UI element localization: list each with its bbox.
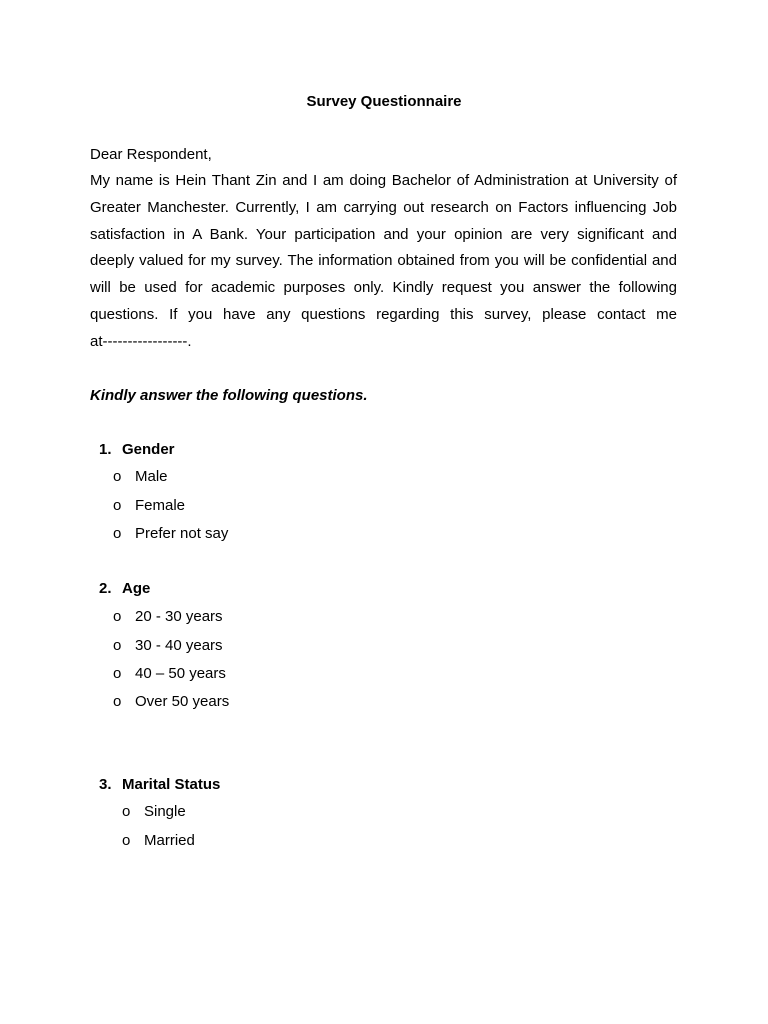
instruction-text: Kindly answer the following questions. <box>90 387 368 404</box>
bullet-icon: o <box>113 525 122 542</box>
question-gender <box>99 441 175 459</box>
option-label: Male <box>135 468 168 485</box>
intro-line: satisfaction in A Bank. Your participation and your opinion are very significant and <box>90 225 677 243</box>
intro-line: My name is Hein Thant Zin and I am doing Bachelor of Administration at University of <box>90 172 677 189</box>
option-label: Married <box>144 832 195 849</box>
intro-paragraph <box>90 168 677 356</box>
question-marital-status <box>99 776 220 794</box>
option-female[interactable] <box>113 497 185 515</box>
bullet-icon: o <box>122 832 131 849</box>
bullet-icon: o <box>113 468 122 485</box>
option-single[interactable] <box>122 803 186 821</box>
question-label: Gender <box>122 441 175 458</box>
question-number: 3. <box>99 776 112 793</box>
option-age-over-50[interactable] <box>113 693 229 711</box>
option-label: Prefer not say <box>135 525 229 542</box>
option-prefer-not-say[interactable] <box>113 525 228 543</box>
intro-line: deeply valued for my survey. The information obtained from you will be confidential and <box>90 252 677 270</box>
question-number: 1. <box>99 441 112 458</box>
page-title: Survey Questionnaire <box>306 93 462 110</box>
intro-line: Greater Manchester. Currently, I am carrying out research on Factors influencing Job <box>90 198 677 216</box>
question-label: Age <box>122 580 151 597</box>
option-age-30-40[interactable] <box>113 637 223 655</box>
intro-line: will be used for academic purposes only. Kindly request you answer the following <box>90 279 677 297</box>
option-label: Single <box>144 803 186 820</box>
option-male[interactable] <box>113 468 168 486</box>
bullet-icon: o <box>113 637 122 654</box>
bullet-icon: o <box>113 608 122 625</box>
option-label: 40 – 50 years <box>135 665 226 682</box>
question-number: 2. <box>99 580 112 597</box>
option-label: 20 - 30 years <box>135 608 223 625</box>
intro-line: at-----------------. <box>90 332 192 350</box>
salutation: Dear Respondent, <box>90 146 212 163</box>
bullet-icon: o <box>113 497 122 514</box>
intro-line: questions. If you have any questions regarding this survey, please contact me <box>90 305 677 323</box>
bullet-icon: o <box>113 665 122 682</box>
option-age-20-30[interactable] <box>113 608 223 626</box>
option-label: Over 50 years <box>135 693 230 710</box>
bullet-icon: o <box>122 803 131 820</box>
question-age <box>99 580 150 598</box>
option-label: Female <box>135 497 186 514</box>
question-label: Marital Status <box>122 776 221 793</box>
option-age-40-50[interactable] <box>113 665 226 683</box>
bullet-icon: o <box>113 693 122 710</box>
option-married[interactable] <box>122 832 195 850</box>
option-label: 30 - 40 years <box>135 637 223 654</box>
